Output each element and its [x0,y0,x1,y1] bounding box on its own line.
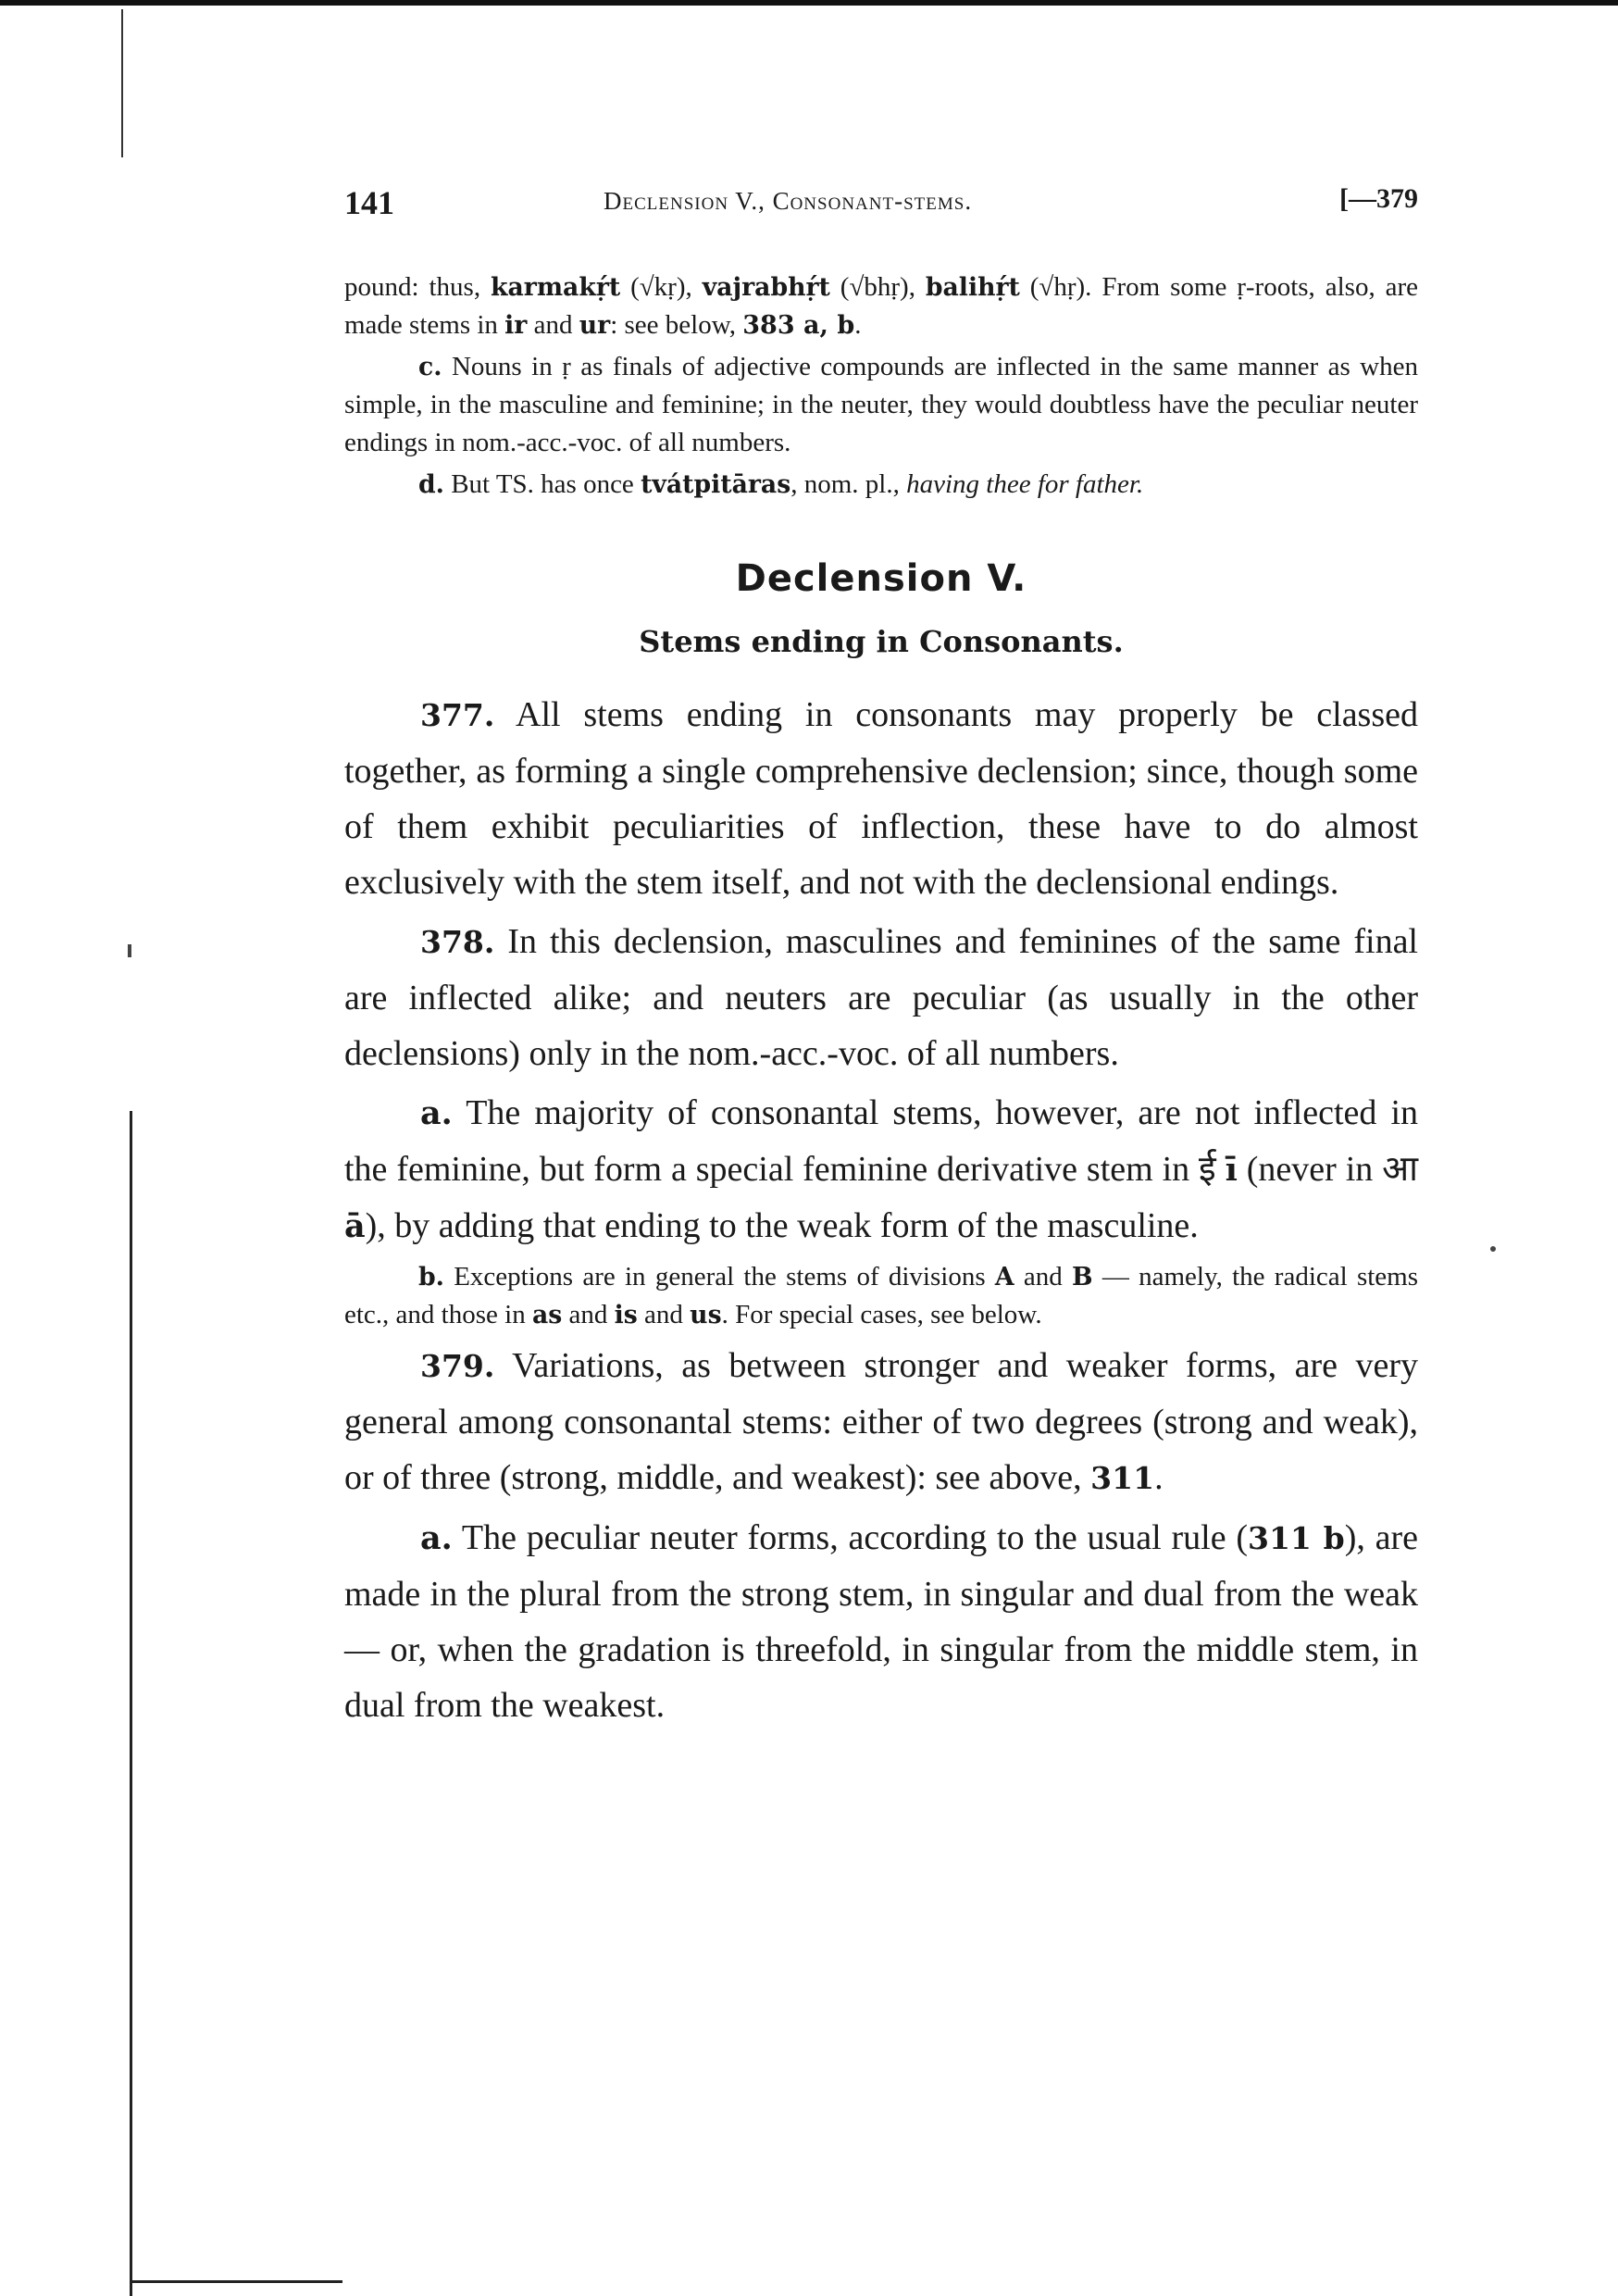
paragraph-number: 379. [420,1348,495,1384]
term: B [1072,1263,1093,1292]
running-header [344,176,1418,231]
text: Variations, as between stronger and weaker forms, are very general among consonantal stems: either of two degrees (strong and weak), or of three (strong, middle, and weakest): see above, [344,1346,1418,1497]
section-subheading: Stems ending in Consonants. [639,624,1124,659]
text: The majority of consonantal stems, however, are not inflected in the feminine, but form a special feminine derivative stem in ई [344,1093,1418,1189]
text: In this declension, masculines and feminines of the same final are inflected alike; and neuters are peculiar (as usually in the other declensions) only in the nom.-acc.-voc. of all numbers. [344,922,1418,1073]
text: (√bhṛ), [829,272,926,302]
paragraph-number: 377. [420,697,495,733]
text: . [1154,1458,1164,1497]
paragraph-379 [344,1338,1418,1506]
text: ), by adding that ending to the weak form of the masculine. [365,1206,1199,1245]
scan-left-margin-line [121,9,123,157]
text: (√kṛ), [620,272,703,302]
scan-top-border [0,0,1618,6]
section-reference: 311 b [1247,1520,1345,1556]
paragraph-378b [344,1258,1418,1334]
term: as [531,1301,563,1329]
text: . [854,310,862,340]
page-number: 141 [344,184,394,221]
term: ir [504,311,528,340]
term: balihṛ́t [925,273,1020,302]
text: and [527,310,579,340]
text: — namely, the radical stems etc., and those in [344,1262,1419,1329]
text: and [1014,1262,1073,1292]
text: But TS. has once [443,469,641,499]
term: ā [344,1207,366,1245]
scan-left-margin-line [130,1111,132,2296]
text: The peculiar neuter forms, according to the usual rule ( [452,1518,1248,1557]
term: ī [1225,1151,1238,1189]
text: , nom. pl., [790,469,907,499]
section-reference: 383 a, b [742,311,855,340]
scan-speck [1490,1246,1496,1252]
text: and [562,1300,615,1329]
text: All stems ending in consonants may properly be classed together, as forming a single comprehensive declension; since, though some of them exhibit peculiarities of inflection, these have to do almost exclusively with the stem itself, and not with the declensional endings. [344,695,1418,902]
page [344,176,1418,1733]
text: (√hṛ). From some ṛ-roots, also, are made stems in [344,272,1419,340]
subparagraph-d [344,466,1418,504]
section-heading: Declension V. [735,557,1027,600]
paragraph-378 [344,914,1418,1081]
term: vajrabhṛ́t [702,273,830,302]
text: . For special cases, see below. [721,1300,1042,1329]
text: (never in आ [1237,1150,1418,1189]
paragraph-377 [344,687,1418,910]
paragraph-number: 378. [420,924,495,960]
text: pound: thus, [344,272,492,302]
subparagraph-label: d. [418,470,444,499]
subparagraph-c [344,348,1418,462]
scan-bottom-margin-line [130,2280,342,2283]
term: A [994,1263,1014,1292]
section-reference: 311 [1090,1460,1155,1496]
term: ur [579,311,611,340]
text: : see below, [610,310,743,340]
translation: having thee for father. [906,469,1144,499]
subparagraph-label: a. [420,1519,453,1557]
scan-speck [128,944,131,957]
section-range: [—379 [1339,183,1418,214]
text: and [637,1300,691,1329]
text: ), are made in the plural from the strong stem, in singular and dual from the weak — or, when the gradation is threefold, in singular from the middle stem, in dual from the weakest. [344,1518,1418,1725]
term: us [690,1301,722,1329]
term: karmakṛ́t [491,273,621,302]
running-title: Declension V., Consonant-stems. [604,187,973,215]
term: tvátpitāras [641,470,791,499]
continued-paragraph [344,268,1418,344]
text: Exceptions are in general the stems of divisions [443,1262,995,1292]
text: Nouns in ṛ as finals of adjective compounds are inflected in the same manner as when simple, in the masculine and feminine; in the neuter, they would doubtless have the peculiar neuter endings in nom.-acc.-voc. of all numbers. [344,352,1418,457]
term: is [614,1301,638,1329]
paragraph-378a [344,1085,1418,1254]
subparagraph-label: c. [418,353,442,381]
subparagraph-label: b. [418,1263,444,1292]
paragraph-379a [344,1510,1418,1733]
subparagraph-label: a. [420,1094,453,1132]
